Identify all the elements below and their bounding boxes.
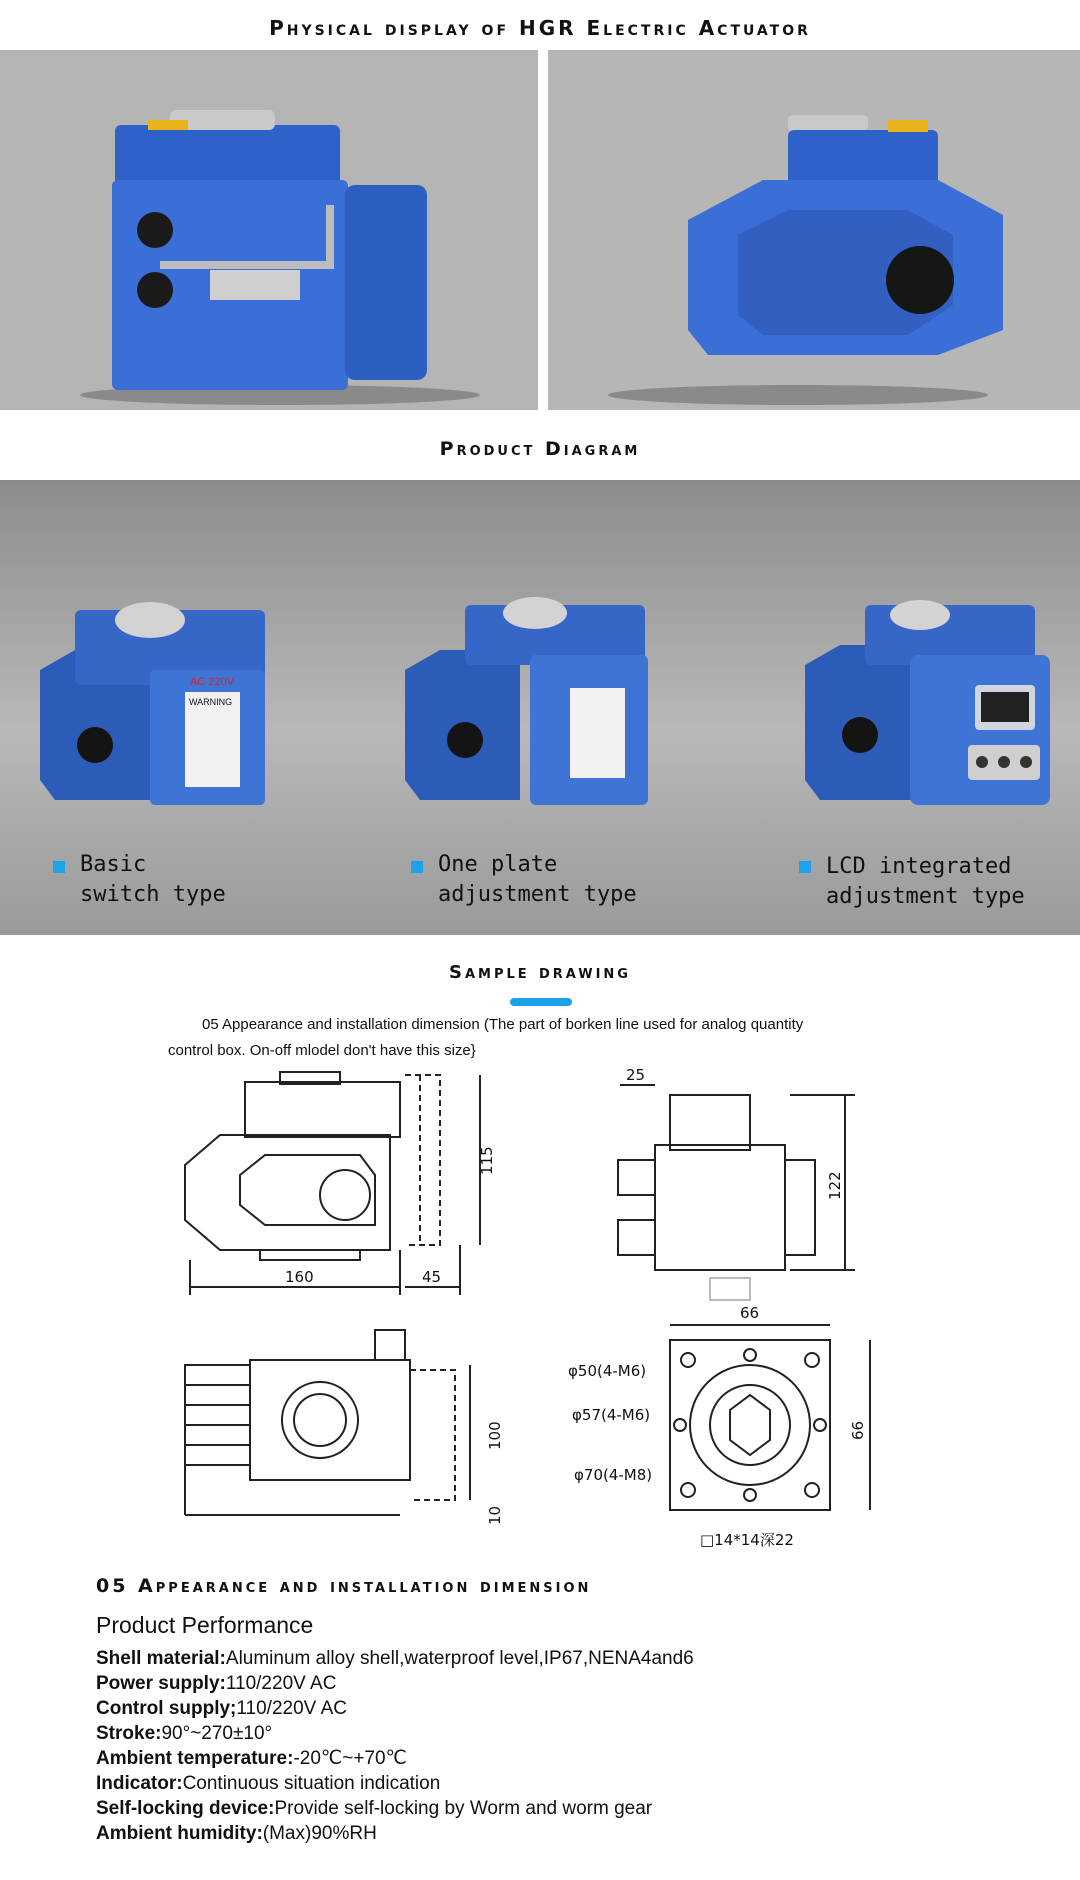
dim-10: 10 [486,1505,504,1525]
voltage-label: AC 220V [190,676,235,688]
dim-122: 122 [826,1171,844,1200]
dim-square: □14*14深22 [700,1531,794,1549]
caption-basic-line1: Basic [80,852,147,877]
actuator-photo-front [548,50,1080,410]
caption-lcd-integrated [826,852,1025,912]
caption-one-plate [438,850,637,910]
perf-ambient-humidity: Ambient humidity:(Max)90%RH [96,1823,377,1844]
performance-list [96,1646,694,1846]
caption-basic-switch [80,850,226,910]
dim-115: 115 [478,1146,496,1175]
actuator-basic-image [40,602,265,805]
dim-phi70: φ70(4-M8) [574,1466,653,1484]
section-title-product-diagram: Product Diagram [439,438,641,460]
actuator-one-plate-image [405,597,648,805]
caption-lcd-line1: LCD integrated [826,854,1012,879]
section-title-physical-display: Physical display of HGR Electric Actuator [269,16,811,40]
caption-lcd-line2: adjustment type [826,884,1025,909]
bullet-one-plate-icon [411,861,423,873]
drawing-note-2: control box. On-off mlodel don't have this size} [168,1042,476,1059]
caption-basic-line2: switch type [80,882,226,907]
actuator-lcd-image [805,600,1050,805]
dim-66-side: 66 [849,1420,867,1440]
dim-45: 45 [422,1268,442,1286]
perf-indicator: Indicator:Continuous situation indication [96,1773,441,1794]
warning-label: WARNING [189,697,233,707]
perf-shell-material: Shell material:Aluminum alloy shell,waterproof level,IP67,NENA4and6 [96,1648,694,1669]
title-accent-bar [510,998,572,1006]
dim-160: 160 [285,1268,314,1286]
section-title-sample-drawing: Sample drawing [449,962,631,983]
actuator-photo-side [0,50,538,410]
dim-100: 100 [486,1421,504,1450]
caption-one-plate-line2: adjustment type [438,882,637,907]
perf-stroke: Stroke:90°~270±10° [96,1723,273,1744]
dim-66-top: 66 [740,1304,760,1322]
perf-power-supply: Power supply:110/220V AC [96,1673,337,1694]
product-diagram-band [0,480,1080,935]
drawing-note: 05 Appearance and installation dimension (The part of borken line used for analog quantity [202,1016,804,1033]
perf-ambient-temperature: Ambient temperature:-20℃~+70℃ [96,1748,407,1769]
product-performance-heading: Product Performance [96,1612,314,1638]
dim-25: 25 [626,1066,646,1084]
dim-phi57: φ57(4-M6) [572,1406,651,1424]
dim-phi50: φ50(4-M6) [568,1362,647,1380]
bullet-lcd-icon [799,861,811,873]
section-title-installation-dimension: 05 Appearance and installation dimension [96,1575,592,1597]
perf-self-locking: Self-locking device:Provide self-locking by Worm and worm gear [96,1798,653,1819]
bullet-basic-icon [53,861,65,873]
perf-control-supply: Control supply;110/220V AC [96,1698,347,1719]
caption-one-plate-line1: One plate [438,852,558,877]
